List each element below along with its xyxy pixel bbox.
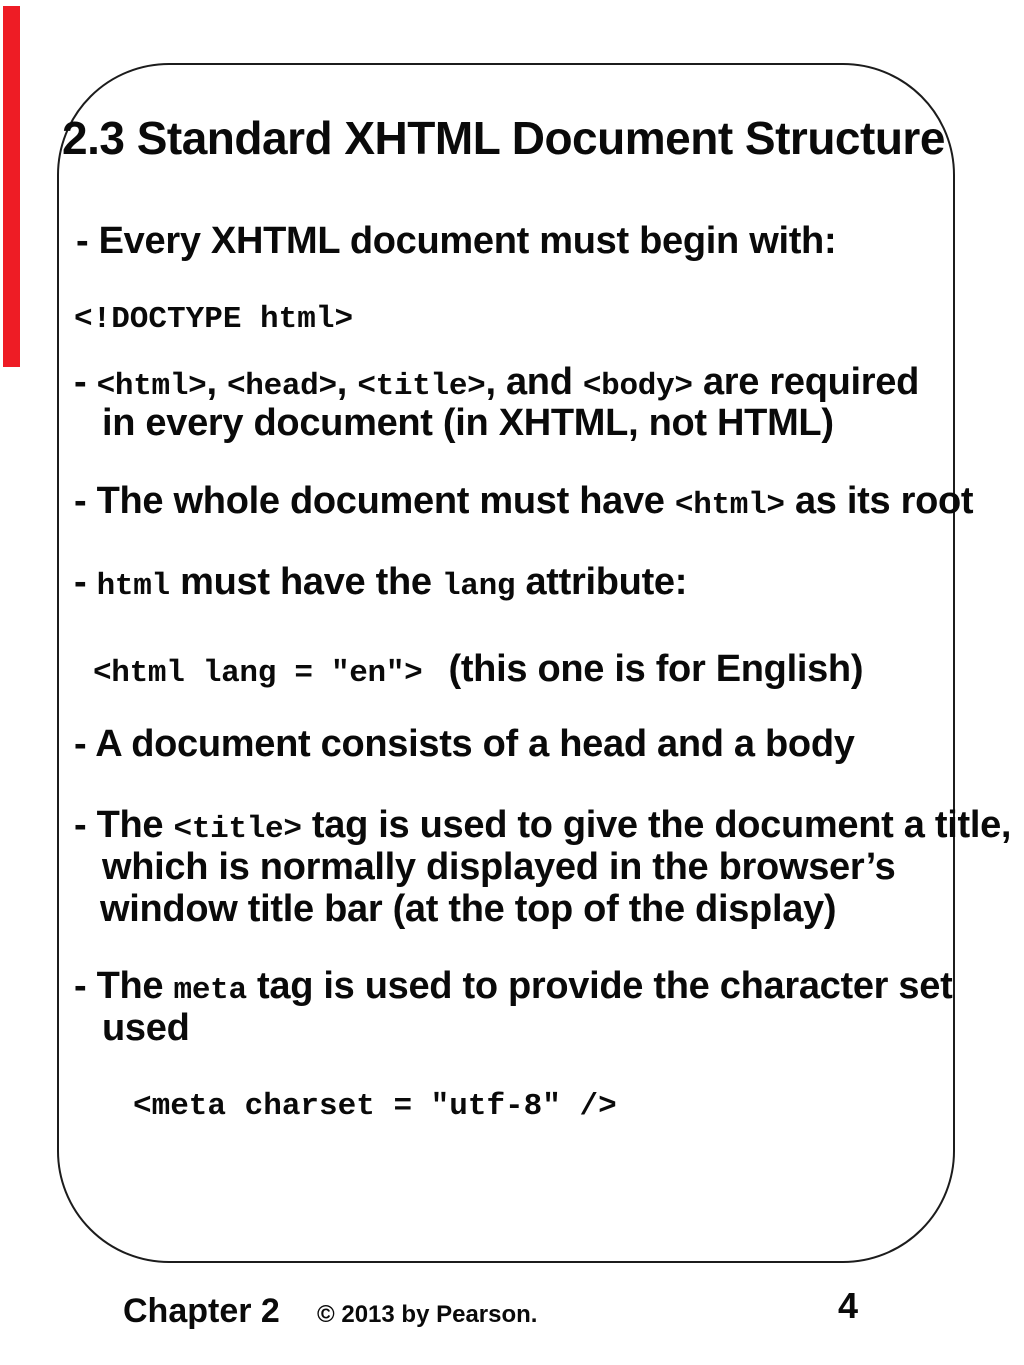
title-text-lead: - The xyxy=(74,804,174,846)
bullet-dash: - xyxy=(74,361,97,403)
slide-title: 2.3 Standard XHTML Document Structure xyxy=(62,112,945,164)
root-text-lead: - The whole document must have xyxy=(74,480,675,522)
red-accent-bar xyxy=(3,6,20,367)
meta-text-lead: - The xyxy=(74,965,174,1007)
separator-and: , and xyxy=(485,361,583,403)
bullet-meta-tag-line1 xyxy=(74,965,952,1009)
footer-page-number: 4 xyxy=(838,1285,859,1326)
bullet-root-element xyxy=(74,480,973,524)
code-html-lang-line xyxy=(93,648,863,692)
footer-chapter-label: Chapter 2 xyxy=(123,1292,280,1330)
code-doctype: <!DOCTYPE html> xyxy=(74,302,354,337)
bullet-title-tag-line2: which is normally displayed in the browser’s xyxy=(102,846,896,888)
english-note: (this one is for English) xyxy=(448,648,864,690)
separator-comma: , xyxy=(336,361,358,403)
code-head-tag: <head> xyxy=(226,369,337,404)
bullet-title-tag-line1 xyxy=(74,804,1011,848)
bullet-required-tags-line1 xyxy=(74,361,919,405)
title-text-tail: tag is used to give the document a title, xyxy=(301,804,1012,846)
code-meta-word: meta xyxy=(173,973,247,1008)
code-html-lang: <html lang = "en"> xyxy=(93,656,423,691)
code-meta-charset: <meta charset = "utf-8" /> xyxy=(133,1089,617,1124)
root-text-tail: as its root xyxy=(784,480,974,522)
footer-copyright: © 2013 by Pearson. xyxy=(317,1301,538,1328)
code-html-word: html xyxy=(96,569,170,604)
bullet-lang-attribute xyxy=(74,561,687,605)
required-text: are required xyxy=(692,361,920,403)
bullet-dash: - xyxy=(74,561,97,603)
bullet-meta-tag-line2: used xyxy=(102,1007,190,1049)
code-html-tag: <html> xyxy=(96,369,207,404)
bullet-title-tag-line3: window title bar (at the top of the display) xyxy=(100,888,837,930)
code-html-tag: <html> xyxy=(674,488,785,523)
bullet-begin-with: - Every XHTML document must begin with: xyxy=(76,220,837,262)
code-lang-word: lang xyxy=(441,569,516,604)
separator-comma: , xyxy=(206,361,227,403)
lang-text-tail: attribute: xyxy=(515,561,688,603)
code-title-tag: <title> xyxy=(357,369,486,404)
code-title-tag: <title> xyxy=(173,812,302,847)
meta-text-tail: tag is used to provide the character set xyxy=(246,965,953,1007)
lang-text-mid: must have the xyxy=(169,561,442,603)
bullet-head-and-body: - A document consists of a head and a body xyxy=(74,723,855,765)
code-body-tag: <body> xyxy=(582,369,693,404)
bullet-required-tags-line2: in every document (in XHTML, not HTML) xyxy=(102,402,834,444)
